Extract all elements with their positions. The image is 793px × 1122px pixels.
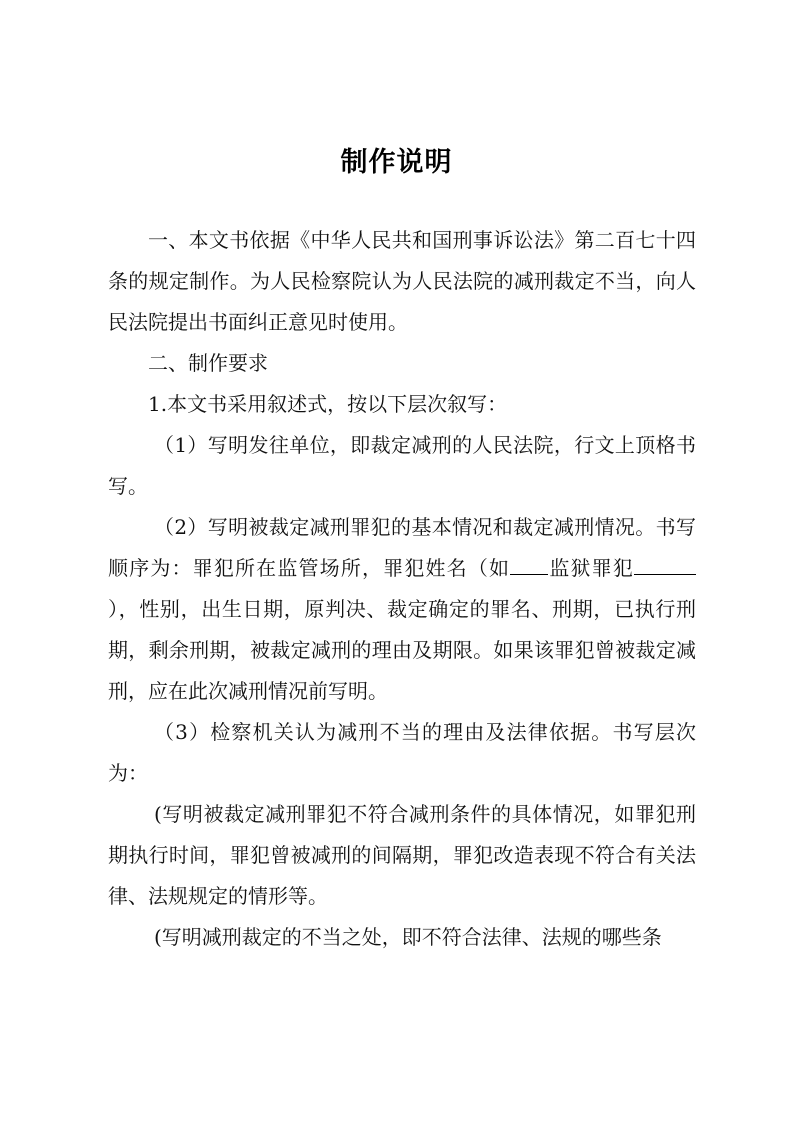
document-body: [108, 220, 696, 958]
page-title: 制作说明: [340, 147, 453, 178]
paragraph-sub-b: (写明减刑裁定的不当之处，即不符合法律、法规的哪些条: [154, 925, 662, 949]
item-2-text-end: ），性别，出生日期，原判决、裁定确定的罪名、刑期，已执行刑期，剩余刑期，被裁定减刑的理由及期限。如果该罪犯曾被裁定减刑，应在此次减刑情况前写明。: [108, 597, 696, 703]
item-2-text-start: （2）写明被裁定减刑罪犯的基本情况和裁定减刑情况。书写顺序为：罪犯所在监管场所，罪犯姓名（如: [108, 515, 696, 580]
paragraph-item-1: （1）写明发往单位，即裁定减刑的人民法院，行文上顶格书写。: [108, 433, 696, 498]
paragraph-item-3: （3）检察机关认为减刑不当的理由及法律依据。书写层次为：: [108, 720, 696, 785]
item-2-text-middle: 监狱罪犯: [548, 556, 635, 580]
prison-name-blank: [510, 552, 548, 575]
paragraph-requirements-heading: 二、制作要求: [148, 351, 268, 375]
paragraph-item-2: [108, 507, 696, 712]
paragraph-format: 1.本文书采用叙述式，按以下层次叙写：: [148, 392, 508, 416]
paragraph-basis: 一、本文书依据《中华人民共和国刑事诉讼法》第二百七十四条的规定制作。为人民检察院认为人民法院的减刑裁定不当，向人民法院提出书面纠正意见时使用。: [108, 228, 696, 334]
criminal-name-blank: [634, 552, 696, 575]
paragraph-sub-a: (写明被裁定减刑罪犯不符合减刑条件的具体情况，如罪犯刑期执行时间，罪犯曾被减刑的间隔期，罪犯改造表现不符合有关法律、法规规定的情形等。: [108, 802, 696, 908]
